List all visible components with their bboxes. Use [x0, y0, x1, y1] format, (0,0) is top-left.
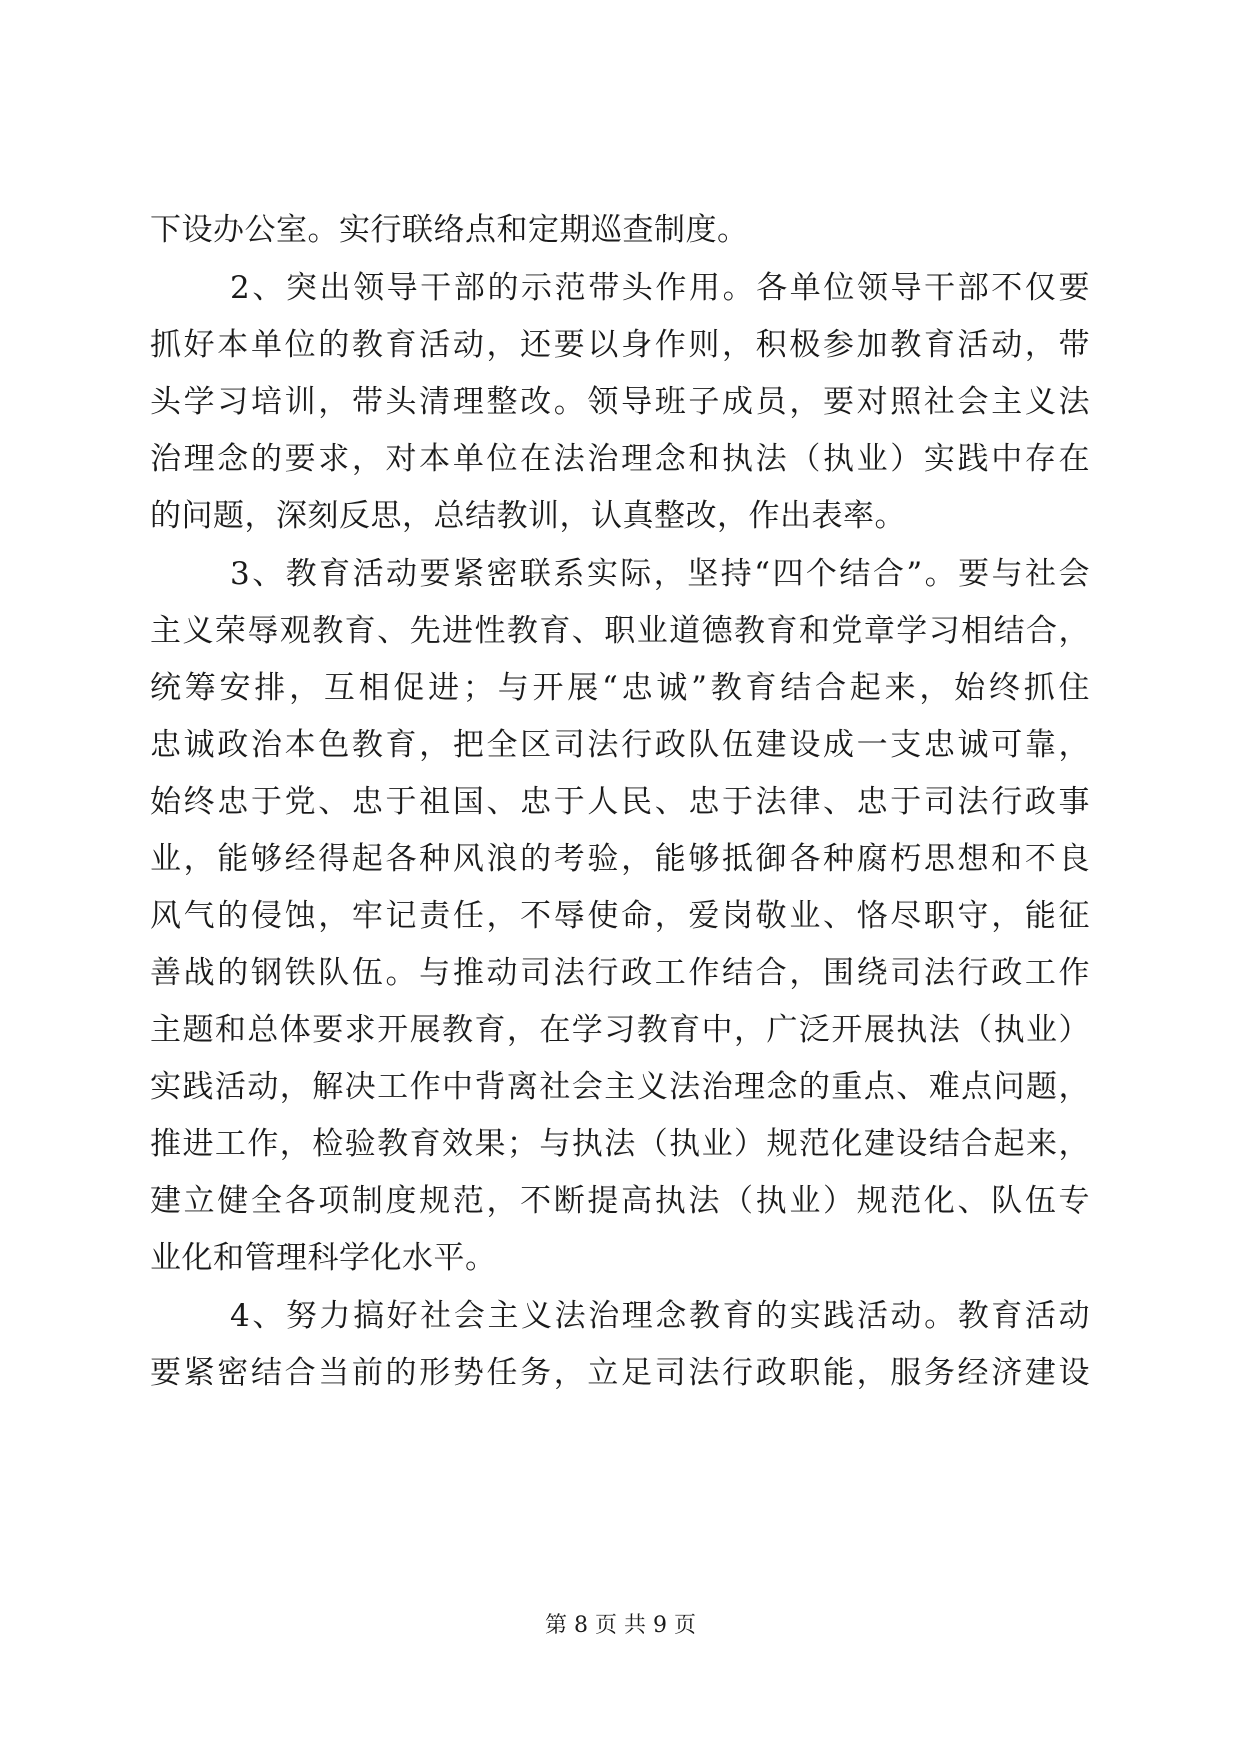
- paragraph-line: 业，能够经得起各种风浪的考验，能够抵御各种腐朽思想和不良: [150, 841, 1090, 877]
- paragraph-line: 主义荣辱观教育、先进性教育、职业道德教育和党章学习相结合，: [150, 613, 1090, 649]
- paragraph-line: 建立健全各项制度规范，不断提高执法（执业）规范化、队伍专: [150, 1183, 1090, 1219]
- paragraph-line: 主题和总体要求开展教育，在学习教育中，广泛开展执法（执业）: [150, 1012, 1090, 1048]
- paragraph-line: 抓好本单位的教育活动，还要以身作则，积极参加教育活动，带: [150, 327, 1090, 363]
- paragraph-line: 推进工作，检验教育效果；与执法（执业）规范化建设结合起来，: [150, 1126, 1090, 1162]
- paragraph-line: 始终忠于党、忠于祖国、忠于人民、忠于法律、忠于司法行政事: [150, 784, 1090, 820]
- paragraph-line: 风气的侵蚀，牢记责任，不辱使命，爱岗敬业、恪尽职守，能征: [150, 898, 1090, 934]
- paragraph-line: 4、努力搞好社会主义法治理念教育的实践活动。教育活动: [230, 1298, 1090, 1334]
- paragraph-line: 治理念的要求，对本单位在法治理念和执法（执业）实践中存在: [150, 441, 1090, 477]
- paragraph-line: 的问题，深刻反思，总结教训，认真整改，作出表率。: [150, 498, 906, 534]
- paragraph-line: 下设办公室。实行联络点和定期巡查制度。: [150, 212, 749, 248]
- paragraph-line: 统筹安排，互相促进；与开展“忠诚”教育结合起来，始终抓住: [150, 670, 1090, 706]
- paragraph-line: 实践活动，解决工作中背离社会主义法治理念的重点、难点问题，: [150, 1069, 1090, 1105]
- paragraph-line: 2、突出领导干部的示范带头作用。各单位领导干部不仅要: [230, 270, 1090, 306]
- paragraph-line: 善战的钢铁队伍。与推动司法行政工作结合，围绕司法行政工作: [150, 955, 1090, 991]
- paragraph-line: 3、教育活动要紧密联系实际，坚持“四个结合”。要与社会: [230, 556, 1090, 592]
- paragraph-line: 头学习培训，带头清理整改。领导班子成员，要对照社会主义法: [150, 384, 1090, 420]
- paragraph-line: 忠诚政治本色教育，把全区司法行政队伍建设成一支忠诚可靠，: [150, 727, 1090, 763]
- paragraph-line: 要紧密结合当前的形势任务，立足司法行政职能，服务经济建设: [150, 1355, 1090, 1391]
- paragraph-line: 业化和管理科学化水平。: [150, 1240, 497, 1276]
- page-number-footer: 第 8 页 共 9 页: [545, 1613, 696, 1638]
